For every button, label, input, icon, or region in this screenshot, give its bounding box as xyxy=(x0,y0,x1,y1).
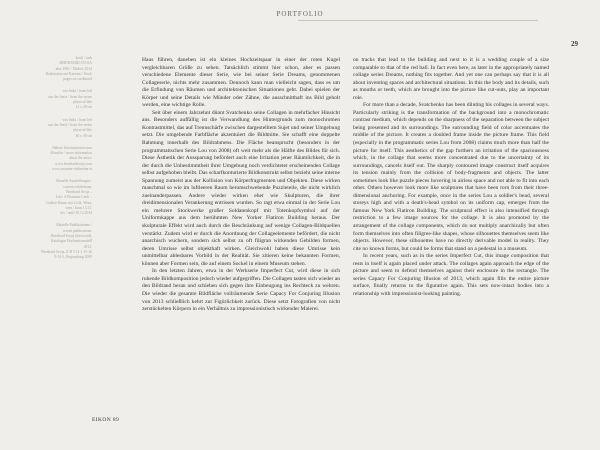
sidebar-caption-line: BERNHARD SVOJA xyxy=(59,61,92,66)
paragraph: Haus führen, daneben ist ein kleines Hochzeitspaar in einer der roten Kugel vergleichbaren Größe zu sehen. Tatsächlich stimmt hier schon, aber es passen verschiedene Elemente dieser Serie, wie bei seiner Serie Dreams, genommenen Collageserie, nichts mehr zusammen. Dennoch kann man vielleicht sagen, dass es um die Erfindung von Räumen und architektonischen Situationen geht. Dabei spielen der Körper und seine Details wie Münder oder Zähne, die ausschnitthaft ins Bild geholt werden, eine wichtige Rolle. xyxy=(142,57,340,109)
sidebar-caption-line: Realization auf Kartons / Stock xyxy=(45,71,92,76)
sidebar-caption-line: Katalogue Hochzeitsmodell xyxy=(50,239,92,244)
sidebar-caption-line: Galerie Raum mit Licht, Wien, xyxy=(46,200,92,205)
sidebar-caption-block xyxy=(4,179,92,216)
header-rule xyxy=(298,20,538,21)
sidebar-caption-block xyxy=(4,118,92,139)
page-header xyxy=(0,0,600,48)
sidebar-caption-line: aus der Serie / from the series xyxy=(48,94,92,99)
sidebar-caption-line: Nähere Informationen zum xyxy=(52,145,92,150)
sidebar-caption-line: www.susanne-vielmetter.at xyxy=(52,167,92,172)
sidebar-caption-line: vom / from 13.11. xyxy=(65,205,92,210)
sidebar-caption-line: physical like xyxy=(73,100,92,105)
page-footer: EIKON 89 xyxy=(92,417,120,423)
sidebar-captions xyxy=(4,56,92,268)
sidebar-caption-line: Life: A Phantom Limb – xyxy=(55,195,92,200)
sidebar-caption-line: 30 x 40 cm xyxy=(75,133,92,138)
sidebar-caption-line: www.bernhardsvoja.com xyxy=(55,161,92,166)
sidebar-caption-block xyxy=(4,146,92,172)
sidebar-caption-line: 9-14-1, Regensburg 2009 xyxy=(54,255,92,260)
section-title: PORTFOLIO xyxy=(276,10,324,18)
sidebar-caption-line: Bernhard Svoja (foreword), xyxy=(51,234,92,239)
sidebar-caption-line: pages on cardboard xyxy=(63,77,92,82)
sidebar-caption-line: von links / from left xyxy=(62,117,92,122)
sidebar-caption-line: Aktuelle Ausstellungen / xyxy=(55,179,92,184)
paragraph: In den letzten Jahren, etwa in der Werkserie Imperfect Cut, wird diese in sich ruhende Bildkomposition jedoch wieder aufgegriffen. Die Collagen tasten sich wieder an den Bildrand heran und schieben sich gegen ihre Einbeugung ins Rechteck zu wehren. Die wieder die gesamte Bildfläche vollräumende Serie Capacy For Conjuring Illusion von 2013 schließlich kehrt zur Figürlichkeit zurück. Diese setzt Fotografien von nicht zerstückelten Körpern in ein Verhältnis zu impressionistisch wirkender Malerei. xyxy=(142,268,340,313)
sidebar-caption-line: recent publications: xyxy=(63,228,92,233)
sidebar-caption-line: Bernhard Svoja, Z-B 5 12-1 15-16 xyxy=(41,249,92,254)
sidebar-caption-line: Künstler / more information xyxy=(50,151,92,156)
english-text-column xyxy=(353,57,549,299)
paragraph: Seit über einem Jahrzehnt dünnt Svatchenko seine Collagen in mehrfacher Hinsicht aus. Besonders auffällig ist die Verwandlung des Hintergrunds zum monochromen Kontrastmittel, das auf Trennschärfe zwischen dargestelltem Sujet und seiner Umgebung setzt. Die umgebende Farbfläche akzentuiert die Bildmitte. Sie schafft eine doppelte Rahmung innerhalb des Bildrahmens. Die Fläche beansprucht (besonders in der programmatischen Serie Lou von 2008) oft weit mehr als die Hälfte des Bildes für sich. Diese Ästhetik der Aussparung befördert auch eine Irritation jener Räumlichkeit, die in der durch die Unbestimmtheit ihrer Umgebung noch verdichteter erscheinenden Collage selbst aufgehoben bleibt. Das scharfkonturierte Bildkonstrukt selbst bezieht seine interne Spannung zumeist aus der Kollision von Körperfragmenten und Objekten. Diese wirken manchmal so wie im luftleeren Raum herumschwebende Puzzleteile, die nicht wirklich zueinanderpassen. Andere wieder wirken eher wie Skulpturen, die ihrer dreidimensionalen Verankerung entrissen wurden. So ragt etwa einmal in der Serie Lou ein mehrere Stockwerke großer Soldatenkopf mit Totenkopfsymbol auf der Uniformkappe aus dem berühmten New Yorker Flatiron Building heraus. Der skulpturale Effekt wird auch durch die Beschränkung auf wenige Collagen-Bildquellen verstärkt. Zudem wird er durch die Anordnung der Collageelemente befördert, die nicht anarchisch wuchern, sondern sich selbst zu oft filigran wirkenden Gebilden formen, deren Umrisse selbst objekthaft wirken. Gleichwohl haben diese Umrisse kein unmittelbar ablesbares Vorbild in der Realität. Sie zitieren keine bekannten Formen, können aber Formen sein, die auf einem Sockel in einem Museum stehen. xyxy=(142,109,340,267)
sidebar-caption-block xyxy=(4,223,92,260)
paragraph: In recent years, such as in the series Imperfect Cut, this image composition that rests in itself is again placed under attack. The collages again approach the edge of the picture and seem to defend themselves against their enclosure in the rectangle. The series Capacy For Conjuring Illusion of 2013, which again fills the entire picture surface, finally returns to the figurative again. This sets now-intact bodies into a relationship with impressionist-looking painting. xyxy=(353,253,549,297)
page-number: 29 xyxy=(571,40,578,48)
sidebar-caption-line: Bernhard Svoja – xyxy=(66,189,92,194)
sidebar-caption-block xyxy=(4,56,92,82)
sidebar-caption-line: physical like xyxy=(73,128,92,133)
sidebar-caption-line: aus der Serie / from the series xyxy=(48,122,92,127)
paragraph: on tracks that lead to the building and next to it is a wedding couple of a size comparable to that of the red ball. In fact even here, as later in the appropriately named collage series Dreams, nothing fits together. And yet one can perhaps say that it is all about inventing spaces and architectural situations. In this the body and its details, such as mouths or teeth, which are brought into the picture like cut-outs, play an important role. xyxy=(353,57,549,101)
german-text-column xyxy=(142,57,340,314)
sidebar-caption-line: alus 1961 / Dütbel, 2014 xyxy=(55,66,92,71)
paragraph: For more than a decade, Svatchenko has been diluting his collages in several ways. Particularly striking is the transformation of the background into a monochromatic contrast medium, which depends on the sharpness of the separation between the subject being presented and its surroundings. The surrounding field of color accentuates the middle of the picture. It creates a doubled frame inside the picture frame. This field (especially in the programmatic series Lou from 2008) claims much more than half the picture for itself. This aesthetics of the gap furthers an irritation of the spaciousness which, in the collage that seems more concentrated due to the uncertainty of its surroundings, cancels itself out. The sharply contoured image construct itself acquires its tension mainly from the collision of body-fragments and objects. The latter sometimes look like puzzle pieces hovering in airless space and not able to fit into each other. Others however look more like sculptures that have been torn from their three-dimensional anchoring. For example, once in the series Lou a soldier's head, several storeys high and with a death's-head symbol on its uniform cap, emerges from the famous New York Flatiron Building. The sculptural effect is also intensified through restriction to a few image sources for the collage. It is also promoted by the arrangement of the collage components, which do not multiply anarchically but often form themselves into often filigree-like shapes, whose silhouettes themselves seem like objects. However, these silhouettes have no directly derivable model in reality. They cite no known forms, but could be forms that stand on a pedestal in a museum. xyxy=(353,102,549,252)
sidebar-caption-line: 21 x 28 cm xyxy=(75,105,92,110)
sidebar-caption-line: koolt / turk xyxy=(75,56,92,60)
sidebar-caption-block xyxy=(4,89,92,110)
sidebar-caption-line: bis / until 19.12.2014 xyxy=(60,211,92,216)
sidebar-caption-line: current exhibitions: xyxy=(63,184,92,189)
sidebar-caption-line: Aktuelle Publikationen / xyxy=(55,223,92,228)
sidebar-caption-line: 2012, xyxy=(83,244,92,249)
sidebar-caption-line: von links / from left xyxy=(62,89,92,94)
sidebar-caption-line: about the artist: xyxy=(69,156,92,161)
